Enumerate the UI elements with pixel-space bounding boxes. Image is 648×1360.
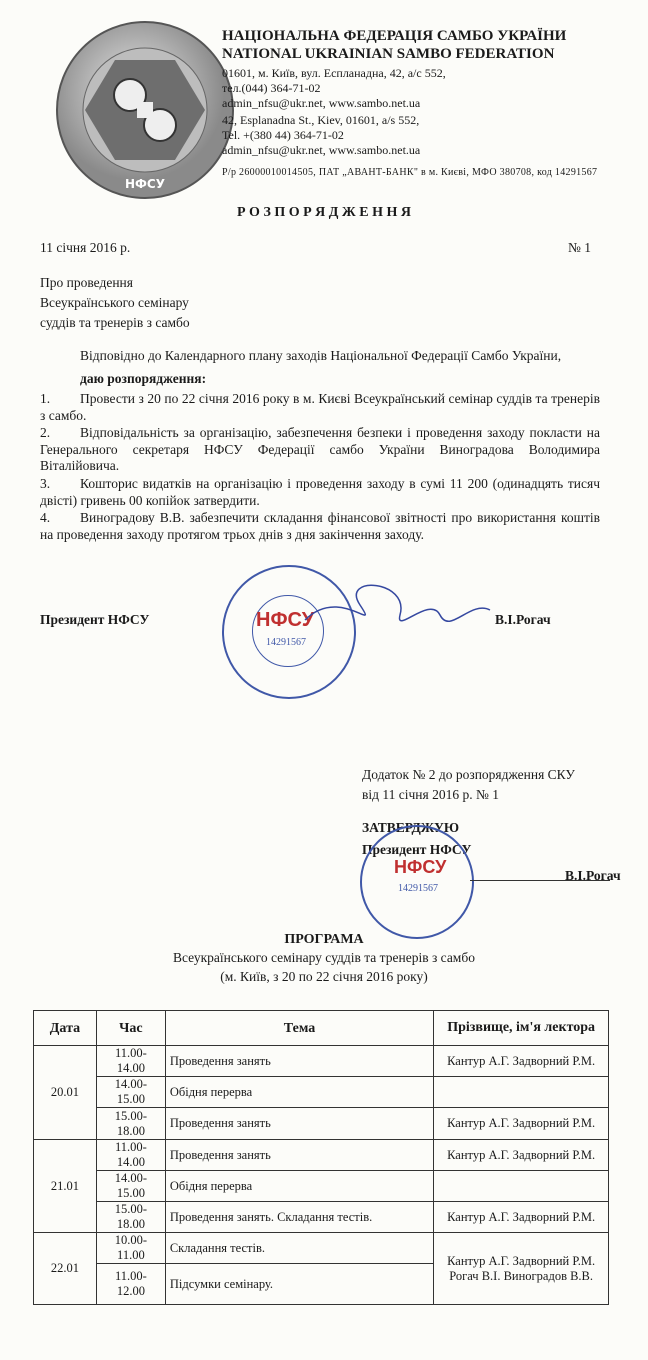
approver-name: В.І.Рогач — [565, 868, 621, 883]
signer-name: В.І.Рогач — [495, 612, 551, 627]
address-en-3: admin_nfsu@ukr.net, www.sambo.net.ua — [222, 143, 421, 157]
table-row: 15.00-18.00 Проведення занять. Складання тестів. Кантур А.Г. Задворний Р.М. — [34, 1202, 609, 1233]
address-en-1: 42, Esplanadna St., Kiev, 01601, a/s 552, — [222, 113, 420, 127]
order-item: 3. Кошторис видатків на організацію і проведення заходу в сумі 11 200 (одинадцять тисяч двісті) гривень 00 копійок затвердити. — [40, 476, 600, 508]
table-row: 11.00-12.00 Підсумки семінару. — [34, 1264, 609, 1305]
table-row: 14.00-15.00 Обідня перерва — [34, 1171, 609, 1202]
header-topic: Тема — [165, 1011, 433, 1046]
order-item: 1. Провести з 20 по 22 січня 2016 року в м. Києві Всеукраїнський семінар суддів та тренерів з самбо. — [40, 391, 600, 423]
order-item: 2. Відповідальність за організацію, забезпечення безпеки і проведення заходу покласти на Генерального секретаря НФСУ Федерації самбо України Виноградова Володимира Віталійовича. — [40, 425, 600, 473]
program-table — [33, 1010, 609, 1305]
order-title: Р О З П О Р Я Д Ж Е Н Н Я — [237, 205, 411, 220]
subject-line: Всеукраїнського семінару — [40, 295, 189, 310]
table-row: 21.01 11.00-14.00 Проведення занять Кантур А.Г. Задворний Р.М. — [34, 1140, 609, 1171]
approver-title: Президент НФСУ — [362, 842, 472, 857]
program-title: ПРОГРАМА — [284, 932, 364, 947]
header-lecturer: Прізвище, ім'я лектора — [434, 1011, 609, 1046]
directive-text: даю розпорядження: — [80, 371, 207, 386]
table-row: 14.00-15.00 Обідня перерва — [34, 1077, 609, 1108]
official-stamp: НФСУ 14291567 — [360, 825, 474, 939]
address-ua-2: тел.(044) 364-71-02 — [222, 81, 321, 95]
order-number: № 1 — [568, 240, 592, 255]
subject-line: Про проведення — [40, 275, 133, 290]
bank-details: Р/р 26000010014505, ПАТ „АВАНТ-БАНК" в м. Києві, МФО 380708, код 14291567 — [222, 167, 598, 178]
federation-logo — [55, 20, 235, 200]
signer-title: Президент НФСУ — [40, 612, 150, 627]
table-header-row — [34, 1011, 609, 1046]
signature — [300, 575, 500, 645]
subject-line: суддів та тренерів з самбо — [40, 315, 190, 330]
approve-label: ЗАТВЕРДЖУЮ — [362, 820, 460, 835]
table-row: 20.01 11.00-14.00 Проведення занять Кантур А.Г. Задворний Р.М. — [34, 1046, 609, 1077]
program-subtitle: (м. Київ, з 20 по 22 січня 2016 року) — [220, 969, 428, 984]
address-ua-1: 01601, м. Київ, вул. Еспланадна, 42, а/с 552, — [222, 66, 446, 80]
official-stamp: НФСУ 14291567 — [222, 565, 356, 699]
svg-text:НФСУ: НФСУ — [124, 177, 166, 191]
header-date: Дата — [34, 1011, 97, 1046]
table-row: 15.00-18.00 Проведення занять Кантур А.Г. Задворний Р.М. — [34, 1108, 609, 1140]
program-subtitle: Всеукраїнського семінару суддів та тренерів з самбо — [173, 950, 475, 965]
address-en-2: Tel. +(380 44) 364-71-02 — [222, 128, 344, 142]
federation-name-en: NATIONAL UKRAINIAN SAMBO FEDERATION — [222, 46, 555, 62]
federation-name-ua: НАЦІОНАЛЬНА ФЕДЕРАЦІЯ САМБО УКРАЇНИ — [222, 28, 567, 44]
appendix-ref: Додаток № 2 до розпорядження СКУ — [362, 767, 575, 782]
intro-text: Відповідно до Календарного плану заходів Національної Федерації Самбо України, — [80, 348, 562, 363]
header-time: Час — [96, 1011, 165, 1046]
table-row: 22.01 10.00-11.00 Складання тестів. Кантур А.Г. Задворний Р.М. Рогач В.І. Виноградов В.В. — [34, 1233, 609, 1264]
address-ua-3: admin_nfsu@ukr.net, www.sambo.net.ua — [222, 96, 421, 110]
order-item: 4. Виноградову В.В. забезпечити складання фінансової звітності про використання коштів на проведення заходу протягом трьох днів з дня закінчення заходу. — [40, 510, 600, 542]
appendix-ref: від 11 січня 2016 р. № 1 — [362, 787, 499, 802]
order-date: 11 січня 2016 р. — [40, 240, 131, 255]
